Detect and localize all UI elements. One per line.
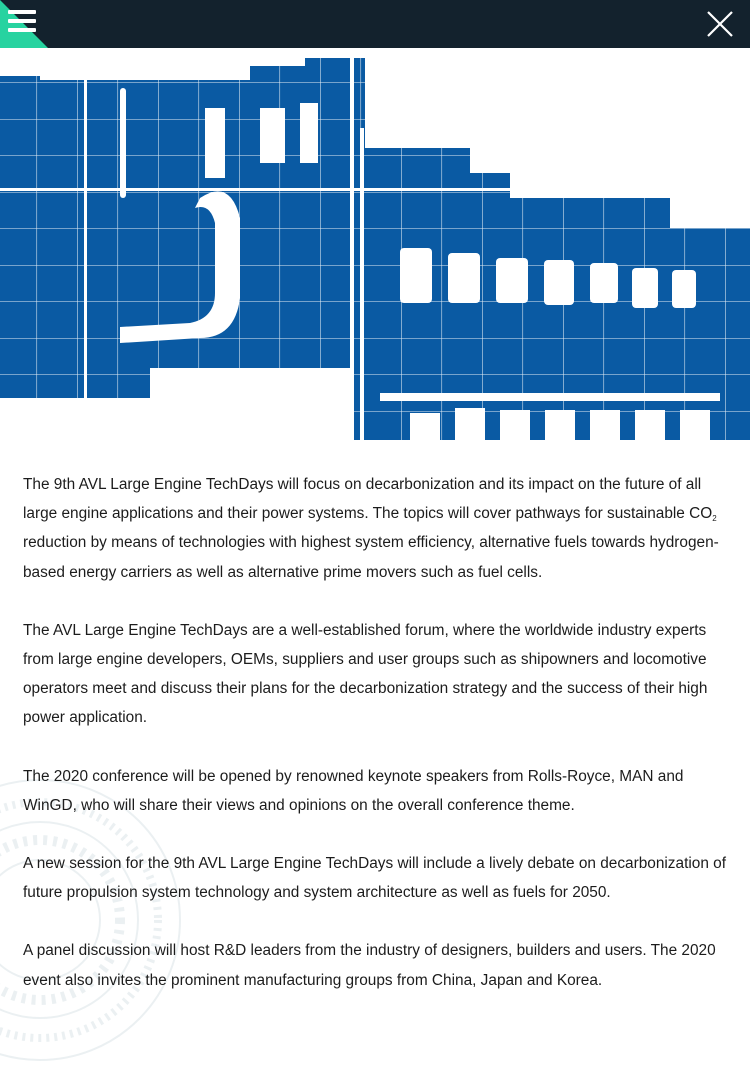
article-body	[23, 470, 733, 1024]
paragraph-4: A new session for the 9th AVL Large Engine TechDays will include a lively debate on decarbonization of future propulsion system technology and system architecture as well as fuels for 2050.	[23, 855, 726, 902]
close-x-icon[interactable]	[704, 8, 736, 40]
paragraph-3: The 2020 conference will be opened by renowned keynote speakers from Rolls-Royce, MAN and WinGD, who will share their views and opinions on the overall conference theme.	[23, 767, 684, 814]
hamburger-menu-icon[interactable]	[6, 9, 38, 33]
paragraph-2: The AVL Large Engine TechDays are a well-established forum, where the worldwide industry experts from large engine developers, OEMs, suppliers and user groups such as shipowners and locomotive operators meet and discuss their plans for the decarbonization strategy and the success of their high power application.	[23, 621, 708, 727]
top-bar	[0, 0, 750, 48]
hero-engine-illustration	[0, 48, 750, 440]
paragraph-5: A panel discussion will host R&D leaders from the industry of designers, builders and users. The 2020 event also invites the prominent manufacturing groups from China, Japan and Korea.	[23, 942, 716, 989]
paragraph-1: The 9th AVL Large Engine TechDays will focus on decarbonization and its impact on the future of all large engine applications and their power systems. The topics will cover pathways for sustainable $CO_2$ reduction by means of technologies with highest system efficiency, alternative fuels towards hydrogen-based energy carriers as well as alternative prime movers such as fuel cells.	[23, 476, 719, 581]
